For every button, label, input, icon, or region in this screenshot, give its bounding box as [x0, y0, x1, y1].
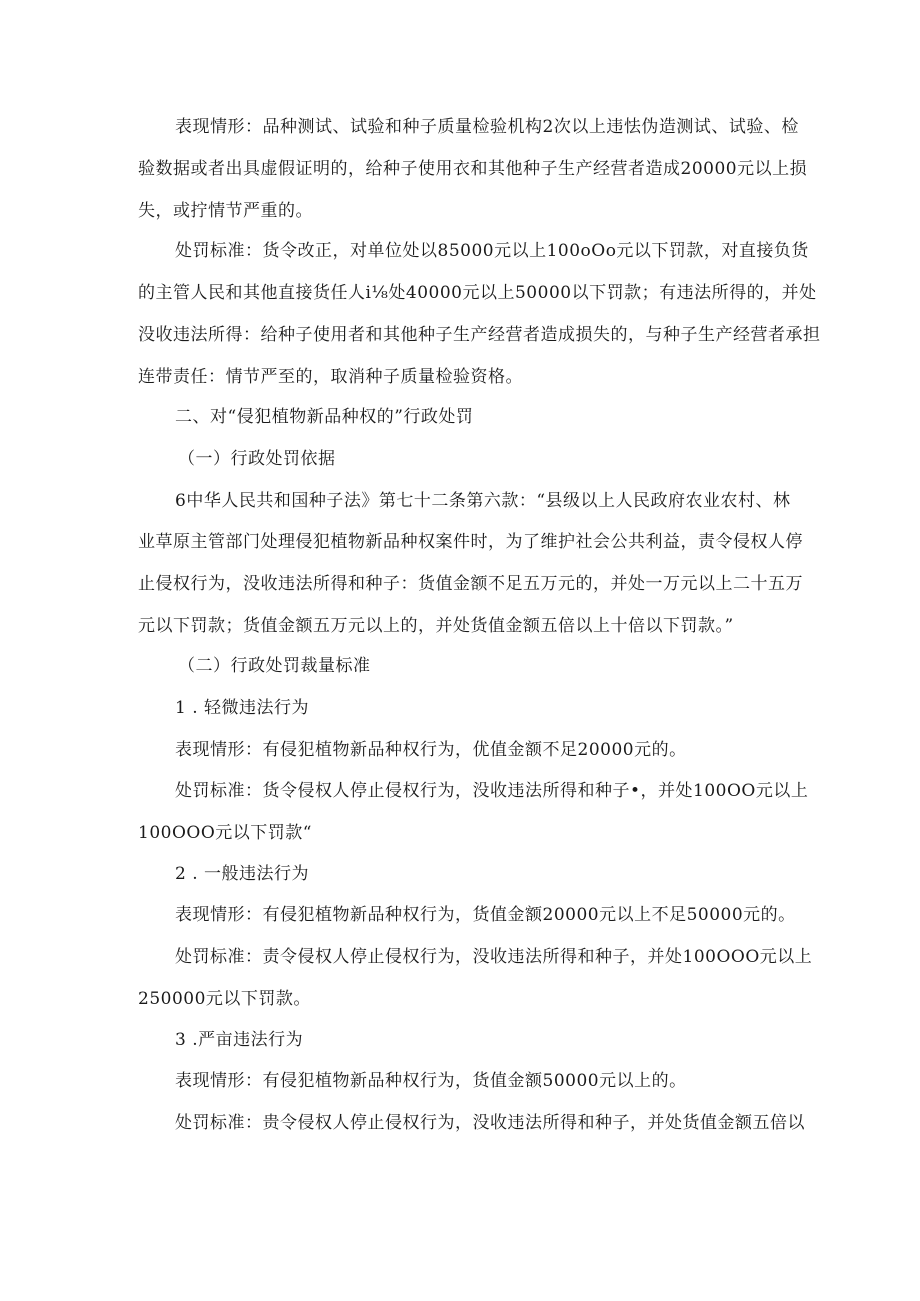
item-heading: 2 . 一般违法行为	[175, 864, 310, 884]
text-line: 表现情形：有侵犯植物新品种权行为，优值金额不足20000元的。	[175, 740, 687, 760]
subsection-heading: （二）行政处罚裁量标准	[178, 656, 371, 676]
text-line: 没收违法所得：给种子使用者和其他种子生产经营者造成损失的，与种子生产经营者承担	[138, 325, 821, 345]
item-heading: 1 . 轻微违法行为	[175, 698, 310, 718]
text-line: 验数据或者出具虚假证明的，给种子使用衣和其他种子生产经营者造成20000元以上损	[138, 159, 808, 179]
text-line: 处罚标准：贵令侵权人停止侵权行为，没收违法所得和种子，并处货值金额五倍以	[175, 1113, 805, 1133]
text-line: 表现情形：有侵犯植物新品种权行为，货值金额50000元以上的。	[175, 1071, 687, 1091]
section-heading: 二、对“侵犯植物新品种权的”行政处罚	[175, 407, 474, 427]
text-line: 处罚标准：货令改正，对单位处以85000元以上100oOo元以下罚款，对直接负货	[175, 241, 809, 261]
text-line: 连带责任：情节严至的，取消种子质量检验资格。	[138, 367, 523, 387]
item-heading: 3 .严亩违法行为	[175, 1030, 304, 1050]
text-line: 元以下罚款；货值金额五万元以上的，并处货值金额五倍以上十倍以下罚款。”	[138, 616, 734, 636]
text-line: 表现情形：品种测试、试验和种子质量检验机构2次以上违怯伪造测试、试验、检	[175, 117, 799, 137]
text-line: 处罚标准：货令侵权人停止侵权行为，没收违法所得和种子•，并处100OO元以上	[175, 781, 809, 801]
text-line: 处罚标准：责令侵权人停止侵权行为，没收违法所得和种子，并处100OOO元以上	[175, 947, 813, 967]
text-line: 表现情形：有侵犯植物新品种权行为，货值金额20000元以上不足50000元的。	[175, 905, 796, 925]
text-line: 失，或拧情节严重的。	[138, 201, 313, 221]
text-line: 业草原主管部门处理侵犯植物新品种权案件时，为了维护社会公共利益，责令侵权人停	[138, 532, 803, 552]
text-line: 100OOO元以下罚款“	[138, 823, 312, 843]
subsection-heading: （一）行政处罚依据	[178, 449, 336, 469]
text-line: 的主管人民和其他直接货任人i⅛处40000元以上50000以下罚款；有违法所得的，并处	[138, 283, 817, 303]
text-line: 250000元以下罚款。	[138, 989, 311, 1009]
text-line: 6中华人民共和国种子法》第七十二条第六款：“县级以上人民政府农业农村、林	[175, 491, 791, 511]
text-line: 止侵权行为，没收违法所得和种子：货值金额不足五万元的，并处一万元以上二十五万	[138, 574, 803, 594]
